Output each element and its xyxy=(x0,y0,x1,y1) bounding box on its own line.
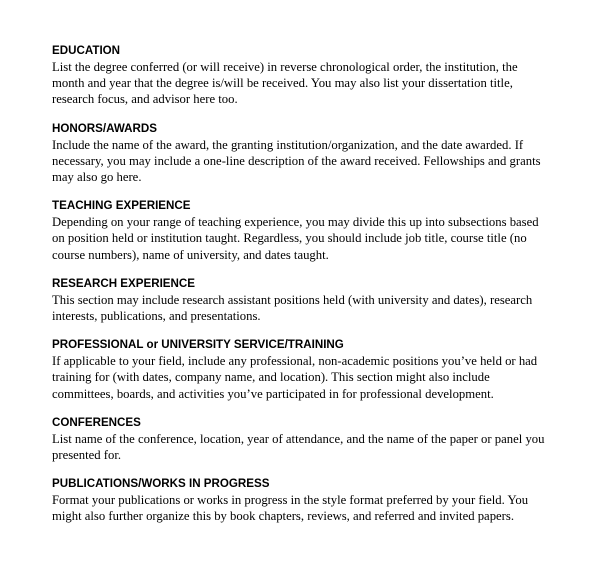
body-line: Depending on your range of teaching experience, you may divide this up into subsections based xyxy=(52,215,539,230)
section-honors-awards xyxy=(52,121,552,186)
body-line: interests, publications, and presentations. xyxy=(52,309,261,324)
section-conferences xyxy=(52,415,552,463)
body-line: month and year that the degree is/will be received. You may also list your dissertation title, xyxy=(52,76,513,91)
section-heading: RESEARCH EXPERIENCE xyxy=(52,276,196,290)
body-line: on position held or institution taught. Regardless, you should include job title, course title (no xyxy=(52,231,527,246)
body-line: This section may include research assistant positions held (with university and dates), research xyxy=(52,292,533,307)
section-education xyxy=(52,43,552,108)
body-line: research focus, and advisor here too. xyxy=(52,92,238,107)
document-page xyxy=(52,43,552,538)
body-line: may also go here. xyxy=(52,170,142,185)
section-publications xyxy=(52,476,552,524)
section-heading: EDUCATION xyxy=(52,44,121,57)
section-body xyxy=(52,292,552,324)
body-line: might also further organize this by book chapters, reviews, and referred and invited papers. xyxy=(52,509,515,524)
section-research-experience xyxy=(52,276,552,324)
section-heading: TEACHING EXPERIENCE xyxy=(52,199,191,213)
body-line: List name of the conference, location, year of attendance, and the name of the paper or panel you xyxy=(52,431,545,446)
body-line: List the degree conferred (or will receive) in reverse chronological order, the institution, the xyxy=(52,60,518,74)
body-line: presented for. xyxy=(52,448,122,463)
section-heading: PROFESSIONAL or UNIVERSITY SERVICE/TRAINING xyxy=(52,338,344,352)
section-body xyxy=(52,492,552,524)
section-body xyxy=(52,59,552,108)
section-body xyxy=(52,214,552,263)
section-body xyxy=(52,353,552,402)
body-line: Include the name of the award, the granting institution/organization, and the date awarded. If xyxy=(52,137,524,152)
section-body xyxy=(52,431,552,463)
body-line: training for (with dates, company name, and location). This section might also include xyxy=(52,370,490,385)
body-line: necessary, you may include a one-line description of the award received. Fellowships and grants xyxy=(52,153,541,168)
body-line: course numbers), name of university, and dates taught. xyxy=(52,247,329,262)
body-line: If applicable to your field, include any professional, non-academic positions you’ve held or had xyxy=(52,354,538,369)
section-professional-service xyxy=(52,337,552,402)
section-body xyxy=(52,137,552,186)
body-line: committees, boards, and activities you’ve participated in for professional development. xyxy=(52,386,494,401)
section-heading: CONFERENCES xyxy=(52,415,141,429)
section-heading: HONORS/AWARDS xyxy=(52,121,157,135)
section-heading: PUBLICATIONS/WORKS IN PROGRESS xyxy=(52,477,270,491)
body-line: Format your publications or works in progress in the style format preferred by your field. You xyxy=(52,493,529,508)
section-teaching-experience xyxy=(52,198,552,263)
